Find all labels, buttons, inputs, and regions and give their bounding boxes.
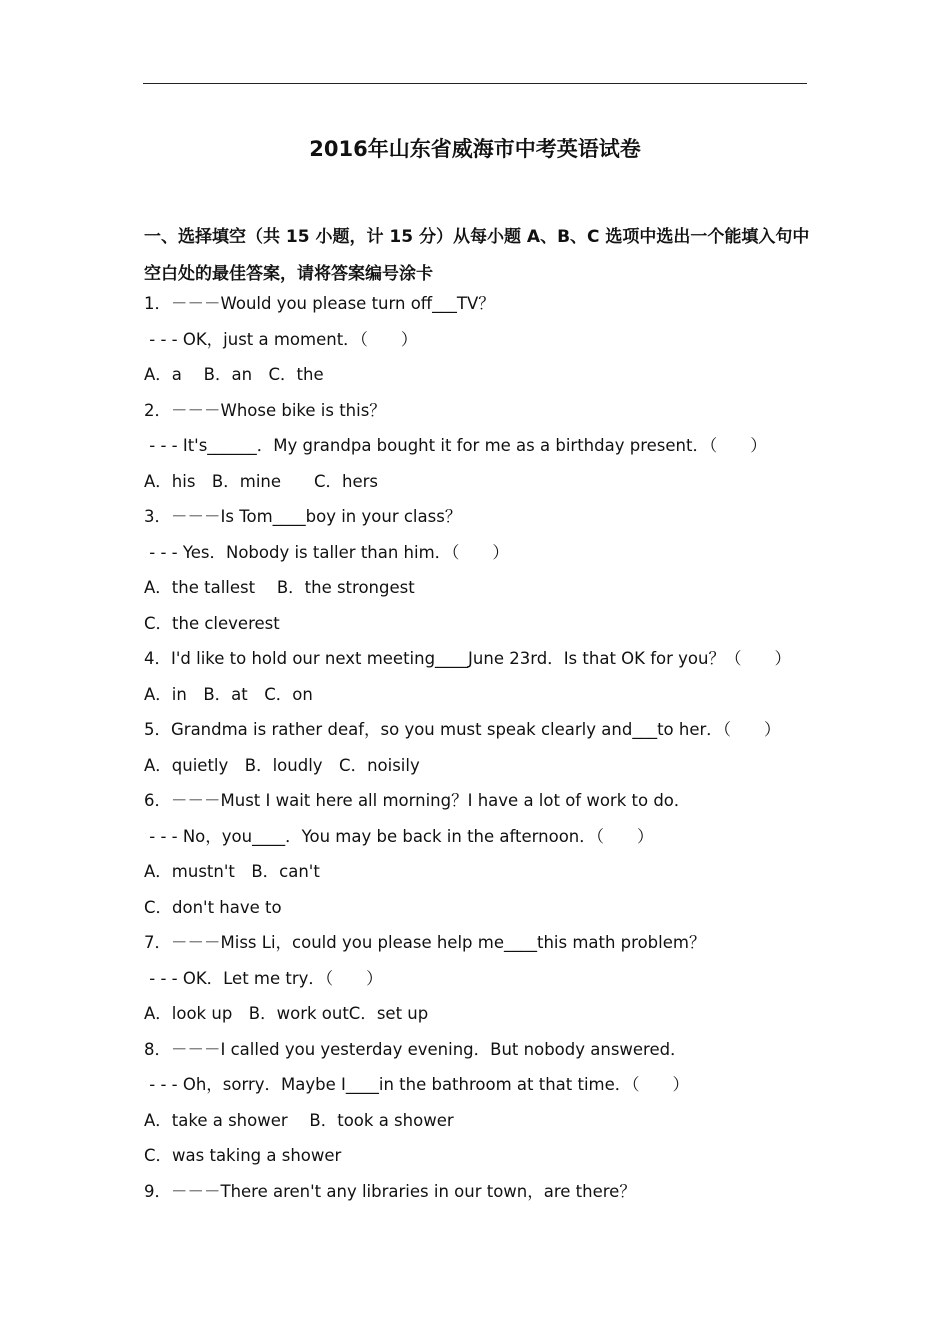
question-line: C．don't have to (144, 897, 282, 917)
question-line: A．in B．at C．on (144, 684, 313, 704)
question-line: 9．－－－There aren't any libraries in our town，are there？ (144, 1181, 636, 1201)
question-line: 5．Grandma is rather deaf，so you must speak clearly and___to her．（ ） (144, 720, 781, 740)
question-line: 3．－－－Is Tom____boy in your class？ (144, 507, 462, 527)
question-line: 1．－－－Would you please turn off___TV？ (144, 294, 495, 313)
section-heading: 一、选择填空（共 15 小题，计 15 分）从每小题 A、B、C 选项中选出一个能填入句中空白处的最佳答案，请将答案编号涂卡 (144, 227, 810, 284)
question-line: 8．－－－I called you yesterday evening．But nobody answered． (144, 1039, 687, 1059)
header-rule (143, 83, 807, 84)
question-line: - - - Yes．Nobody is taller than him．（ ） (144, 542, 509, 562)
page-title: 2016年山东省威海市中考英语试卷 (309, 137, 641, 161)
question-line: A．the tallest B．the strongest (144, 578, 415, 598)
question-line: C．was taking a shower (144, 1146, 342, 1166)
question-line: A．mustn't B．can't (144, 862, 320, 882)
question-line: - - - OK，just a moment．（ ） (144, 329, 418, 349)
question-line: - - - It's______．My grandpa bought it for me as a birthday present．（ ） (144, 436, 767, 456)
question-line: 7．－－－Miss Li，could you please help me____this math problem？ (144, 933, 706, 953)
question-line: C．the cleverest (144, 613, 280, 633)
question-line: - - - No，you____．You may be back in the afternoon．（ ） (144, 826, 654, 846)
question-line: 2．－－－Whose bike is this？ (144, 400, 386, 420)
question-line: - - - OK．Let me try．（ ） (144, 968, 383, 988)
question-line: A．quietly B．loudly C．noisily (144, 755, 420, 775)
question-line: A．take a shower B．took a shower (144, 1110, 454, 1130)
question-line: A．look up B．work outC．set up (144, 1004, 429, 1024)
question-line: - - - Oh，sorry．Maybe I____in the bathroom at that time．（ ） (144, 1075, 690, 1095)
question-line: 4．I'd like to hold our next meeting____June 23rd．Is that OK for you？（ ） (144, 649, 791, 669)
question-lines (144, 289, 808, 1212)
question-line: 6．－－－Must I wait here all morning？I have a lot of work to do． (144, 791, 691, 811)
question-line: A．his B．mine C．hers (144, 471, 379, 491)
question-line: A．a B．an C．the (144, 365, 324, 385)
